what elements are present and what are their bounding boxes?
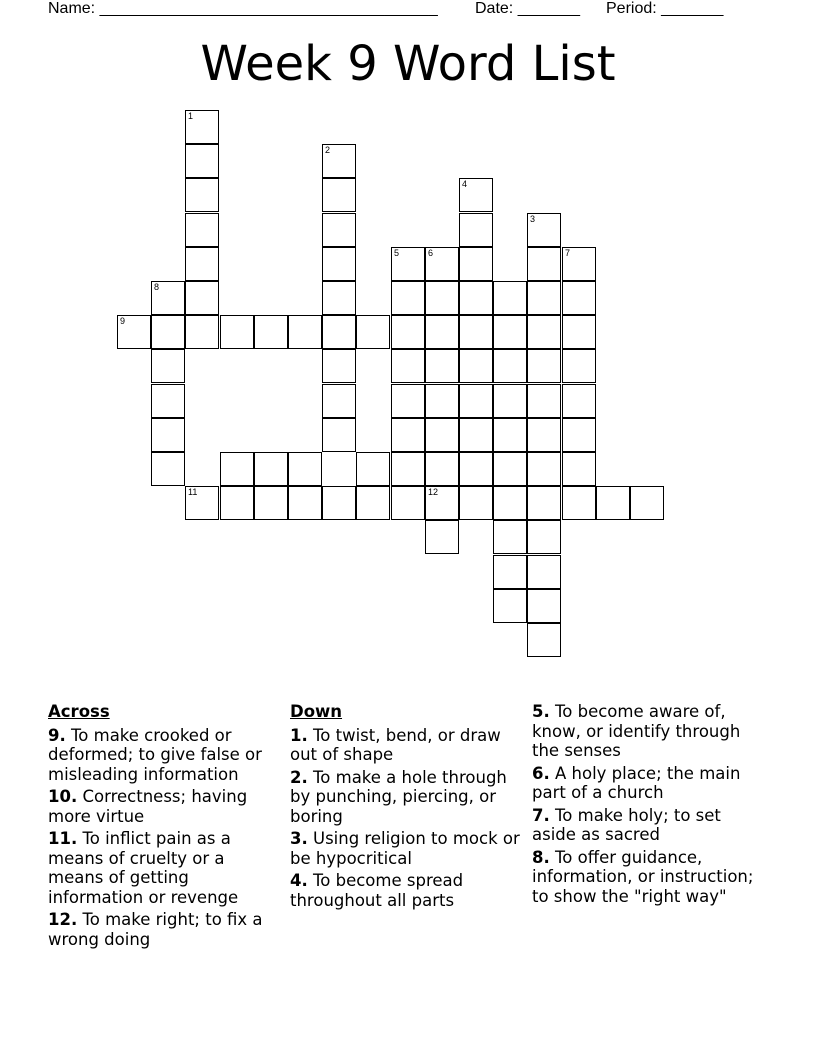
crossword-cell[interactable] (322, 281, 356, 315)
cell-number: 1 (188, 111, 194, 121)
clue-number: 7. (532, 805, 550, 825)
crossword-cell[interactable] (459, 178, 493, 212)
across-heading: Across (48, 702, 110, 721)
crossword-cell[interactable] (288, 315, 322, 349)
clue-down-2 (290, 768, 526, 827)
clue-number: 10. (48, 787, 78, 806)
clue-text: To become spread throughout all parts (290, 871, 464, 910)
crossword-cell[interactable] (562, 349, 596, 383)
crossword-cell[interactable] (527, 623, 561, 657)
crossword-cell[interactable] (562, 281, 596, 315)
clue-text: Using religion to mock or be hypocritical (290, 829, 520, 868)
crossword-cell[interactable] (562, 418, 596, 452)
crossword-cell[interactable] (425, 486, 459, 520)
clue-text: To twist, bend, or draw out of shape (290, 725, 501, 764)
clue-across-9 (48, 726, 284, 785)
crossword-cell[interactable] (562, 247, 596, 281)
cell-number: 4 (462, 179, 468, 189)
crossword-cell[interactable] (425, 281, 459, 315)
crossword-cell[interactable] (151, 315, 185, 349)
crossword-cell[interactable] (185, 486, 219, 520)
clue-text: To become aware of, know, or identify through the senses (532, 702, 741, 760)
crossword-cell[interactable] (527, 315, 561, 349)
clue-number: 12. (48, 910, 78, 929)
crossword-cell[interactable] (527, 486, 561, 520)
clue-across-10 (48, 787, 284, 826)
crossword-cell[interactable] (493, 589, 527, 623)
clue-text: To inflict pain as a means of cruelty or a means of getting information or revenge (48, 829, 239, 907)
crossword-cell[interactable] (322, 349, 356, 383)
crossword-cell[interactable] (527, 555, 561, 589)
crossword-cell[interactable] (356, 315, 390, 349)
crossword-cell[interactable] (117, 315, 151, 349)
clue-down-4 (290, 871, 526, 910)
crossword-cell[interactable] (185, 281, 219, 315)
clue-down-5 (532, 702, 768, 761)
crossword-cell[interactable] (391, 315, 425, 349)
crossword-cell[interactable] (425, 315, 459, 349)
crossword-cell[interactable] (459, 384, 493, 418)
clue-down-3 (290, 829, 526, 868)
page-title: Week 9 Word List (200, 36, 616, 92)
crossword-cell[interactable] (254, 315, 288, 349)
crossword-cell[interactable] (288, 486, 322, 520)
crossword-cell[interactable] (151, 281, 185, 315)
clue-number: 4. (290, 871, 308, 890)
clue-down-7 (532, 806, 768, 845)
crossword-cell[interactable] (151, 452, 185, 486)
down-clues (290, 702, 526, 913)
cell-number: 6 (428, 248, 434, 258)
crossword-cell[interactable] (391, 384, 425, 418)
cell-number: 3 (530, 214, 536, 224)
name-field[interactable]: Name: ______________________________________ (48, 0, 438, 17)
cell-number: 9 (120, 316, 126, 326)
crossword-cell[interactable] (185, 315, 219, 349)
crossword-cell[interactable] (254, 452, 288, 486)
crossword-cell[interactable] (220, 315, 254, 349)
crossword-cell[interactable] (185, 144, 219, 178)
crossword-cell[interactable] (527, 418, 561, 452)
crossword-cell[interactable] (254, 486, 288, 520)
crossword-cell[interactable] (391, 349, 425, 383)
crossword-cell[interactable] (493, 315, 527, 349)
crossword-cell[interactable] (459, 418, 493, 452)
crossword-cell[interactable] (220, 486, 254, 520)
crossword-cell[interactable] (391, 452, 425, 486)
crossword-cell[interactable] (493, 418, 527, 452)
crossword-cell[interactable] (459, 315, 493, 349)
crossword-cell[interactable] (356, 452, 390, 486)
crossword-cell[interactable] (322, 247, 356, 281)
clue-text: To make crooked or deformed; to give false or misleading information (48, 725, 262, 784)
crossword-cell[interactable] (391, 281, 425, 315)
crossword-cell[interactable] (322, 213, 356, 247)
crossword-cell[interactable] (527, 213, 561, 247)
crossword-cell[interactable] (630, 486, 664, 520)
crossword-cell[interactable] (562, 384, 596, 418)
cell-number: 12 (428, 487, 439, 497)
cell-number: 8 (154, 282, 160, 292)
clue-number: 3. (290, 829, 308, 848)
down-heading: Down (290, 702, 343, 721)
crossword-cell[interactable] (459, 486, 493, 520)
clue-text: To offer guidance, information, or instruction; to show the "right way" (532, 847, 754, 906)
crossword-cell[interactable] (151, 418, 185, 452)
crossword-cell[interactable] (562, 315, 596, 349)
crossword-cell[interactable] (322, 178, 356, 212)
clue-number: 9. (48, 725, 66, 745)
crossword-cell[interactable] (151, 384, 185, 418)
crossword-cell[interactable] (527, 452, 561, 486)
crossword-cell[interactable] (185, 213, 219, 247)
clue-down-8 (532, 848, 768, 907)
clue-number: 1. (290, 725, 308, 745)
crossword-cell[interactable] (322, 418, 356, 452)
period-field[interactable]: Period: _______ (606, 0, 724, 17)
crossword-cell[interactable] (391, 486, 425, 520)
crossword-cell[interactable] (493, 384, 527, 418)
cell-number: 7 (565, 248, 571, 258)
cell-number: 11 (188, 487, 198, 497)
clue-text: To make a hole through by punching, piercing, or boring (290, 767, 507, 826)
crossword-cell[interactable] (322, 315, 356, 349)
crossword-cell[interactable] (493, 452, 527, 486)
crossword-cell[interactable] (493, 486, 527, 520)
clue-across-11 (48, 829, 284, 907)
crossword-cell[interactable] (185, 178, 219, 212)
crossword-cell[interactable] (527, 281, 561, 315)
down-clues-continued (532, 702, 768, 909)
crossword-cell[interactable] (425, 418, 459, 452)
across-clues (48, 702, 284, 952)
crossword-cell[interactable] (151, 349, 185, 383)
crossword-cell[interactable] (493, 349, 527, 383)
crossword-cell[interactable] (527, 589, 561, 623)
clue-text: To make right; to fix a wrong doing (48, 910, 263, 949)
clue-number: 6. (532, 763, 550, 783)
date-field[interactable]: Date: _______ (475, 0, 580, 17)
crossword-cell[interactable] (425, 384, 459, 418)
crossword-cell[interactable] (185, 110, 219, 144)
crossword-cell[interactable] (220, 452, 254, 486)
clue-text: To make holy; to set aside as sacred (532, 805, 721, 844)
crossword-cell[interactable] (322, 384, 356, 418)
crossword-cell[interactable] (425, 247, 459, 281)
crossword-cell[interactable] (527, 520, 561, 554)
clue-number: 2. (290, 767, 308, 787)
cell-number: 2 (325, 145, 331, 155)
crossword-cell[interactable] (459, 281, 493, 315)
crossword-cell[interactable] (322, 144, 356, 178)
crossword-cell[interactable] (288, 452, 322, 486)
clue-text: A holy place; the main part of a church (532, 763, 741, 802)
crossword-cell[interactable] (527, 247, 561, 281)
clue-number: 11. (48, 829, 78, 848)
clue-across-12 (48, 910, 284, 949)
clue-text: Correctness; having more virtue (48, 787, 248, 826)
crossword-cell[interactable] (425, 349, 459, 383)
crossword-cell[interactable] (185, 247, 219, 281)
clue-down-1 (290, 726, 526, 765)
crossword-cell[interactable] (562, 486, 596, 520)
crossword-cell[interactable] (562, 452, 596, 486)
crossword-cell[interactable] (459, 247, 493, 281)
clue-down-6 (532, 764, 768, 803)
clue-number: 8. (532, 847, 550, 867)
crossword-cell[interactable] (493, 520, 527, 554)
crossword-cell[interactable] (527, 384, 561, 418)
crossword-cell[interactable] (596, 486, 630, 520)
crossword-cell[interactable] (459, 452, 493, 486)
clue-number: 5. (532, 702, 550, 721)
crossword-cell[interactable] (493, 281, 527, 315)
crossword-cell[interactable] (527, 349, 561, 383)
crossword-cell[interactable] (425, 520, 459, 554)
crossword-cell[interactable] (391, 418, 425, 452)
crossword-cell[interactable] (493, 555, 527, 589)
crossword-cell[interactable] (391, 247, 425, 281)
crossword-cell[interactable] (356, 486, 390, 520)
crossword-cell[interactable] (459, 213, 493, 247)
crossword-cell[interactable] (322, 486, 356, 520)
crossword-cell[interactable] (459, 349, 493, 383)
cell-number: 5 (394, 248, 400, 258)
crossword-cell[interactable] (425, 452, 459, 486)
